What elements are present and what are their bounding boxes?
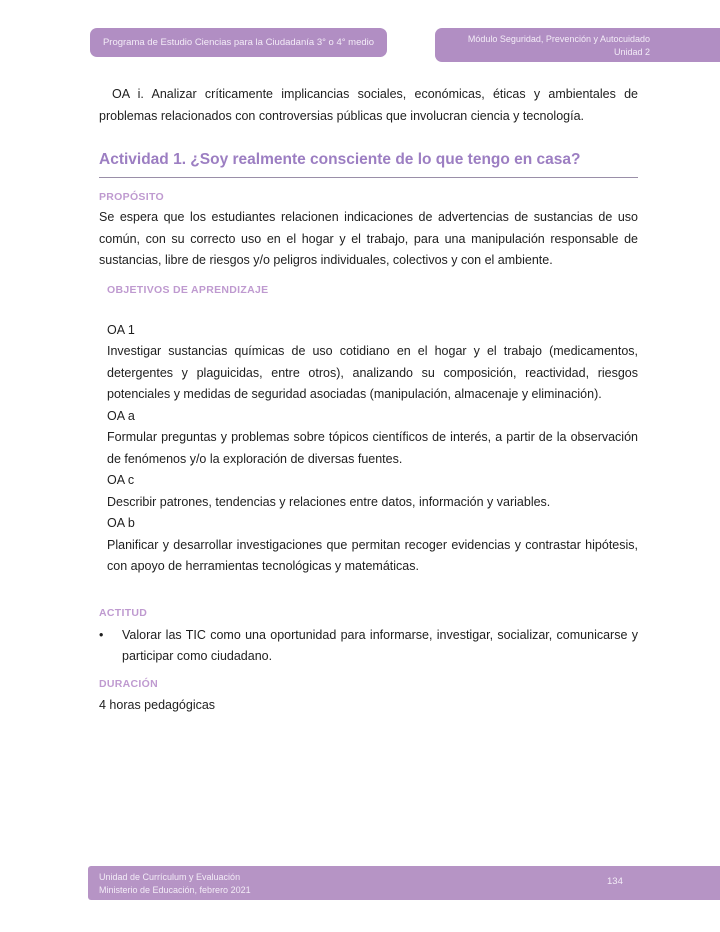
footer-line2: Ministerio de Educación, febrero 2021 [99,884,251,895]
activity-title: Actividad 1. ¿Soy realmente consciente de lo que tengo en casa? [99,150,638,178]
oa-code: OA a [107,408,135,423]
page-number: 134 [607,876,623,887]
section-label-objetivos: OBJETIVOS DE APRENDIZAJE [107,283,269,296]
oa-code: OA c [107,473,135,487]
proposito-paragraph: Se espera que los estudiantes relacionen indicaciones de advertencias de sustancias de uso común, con su correcto uso en el hogar y el trabajo, para una manipulación responsable de sustancias, libre de riesgos y/o peligros individuales, colectivos y con el ambiente. [99,210,638,267]
oa-text: Planificar y desarrollar investigaciones que permitan recoger evidencias y contrastar hipótesis, con apoyo de herramientas tecnológicas y matemáticas. [107,537,638,573]
oa-text: Describir patrones, tendencias y relaciones entre datos, información y variables. [107,494,551,509]
footer-text [99,871,251,896]
header-module-line1: Módulo Seguridad, Prevención y Autocuidado [467,34,650,44]
oa-list [107,320,638,578]
list-item [99,625,638,668]
actitud-list [99,625,638,668]
content-column [99,84,638,716]
bullet-icon: • [99,627,104,642]
header-module-badge [435,28,720,62]
oa-item [107,320,638,406]
oa-text: Investigar sustancias químicas de uso cotidiano en el hogar y el trabajo (medicamentos, detergentes y plaguicidas, entre otros), analizando su composición, reactividad, riesgos potenciales y medidas de seguridad asociadas (manipulación, almacenaje y eliminación). [107,344,638,401]
oa-item [107,513,638,578]
page-footer [88,866,720,900]
section-label-proposito: PROPÓSITO [99,191,164,203]
duracion-text: 4 horas pedagógicas [99,697,216,712]
section-label-actitud: ACTITUD [99,606,148,619]
header-module-line2: Unidad 2 [613,46,650,57]
oa-item [107,470,638,513]
section-label-duracion: DURACIÓN [99,677,158,690]
header-program-badge: Programa de Estudio Ciencias para la Ciudadanía 3° o 4° medio [90,28,387,57]
footer-line1: Unidad de Currículum y Evaluación [99,872,241,882]
oa-item [107,406,638,471]
oa-code: OA 1 [107,322,135,337]
actitud-text: Valorar las TIC como una oportunidad para informarse, investigar, socializar, comunicarse y participar como ciudadano. [122,627,638,663]
oa-text: Formular preguntas y problemas sobre tópicos científicos de interés, a partir de la observación de fenómenos y/o la exploración de diversas fuentes. [107,430,638,466]
oa-i-paragraph: OA i. Analizar críticamente implicancias sociales, económicas, éticas y ambientales de problemas relacionados con controversias públicas que involucran ciencia y tecnología. [99,87,638,123]
oa-code: OA b [107,516,135,530]
